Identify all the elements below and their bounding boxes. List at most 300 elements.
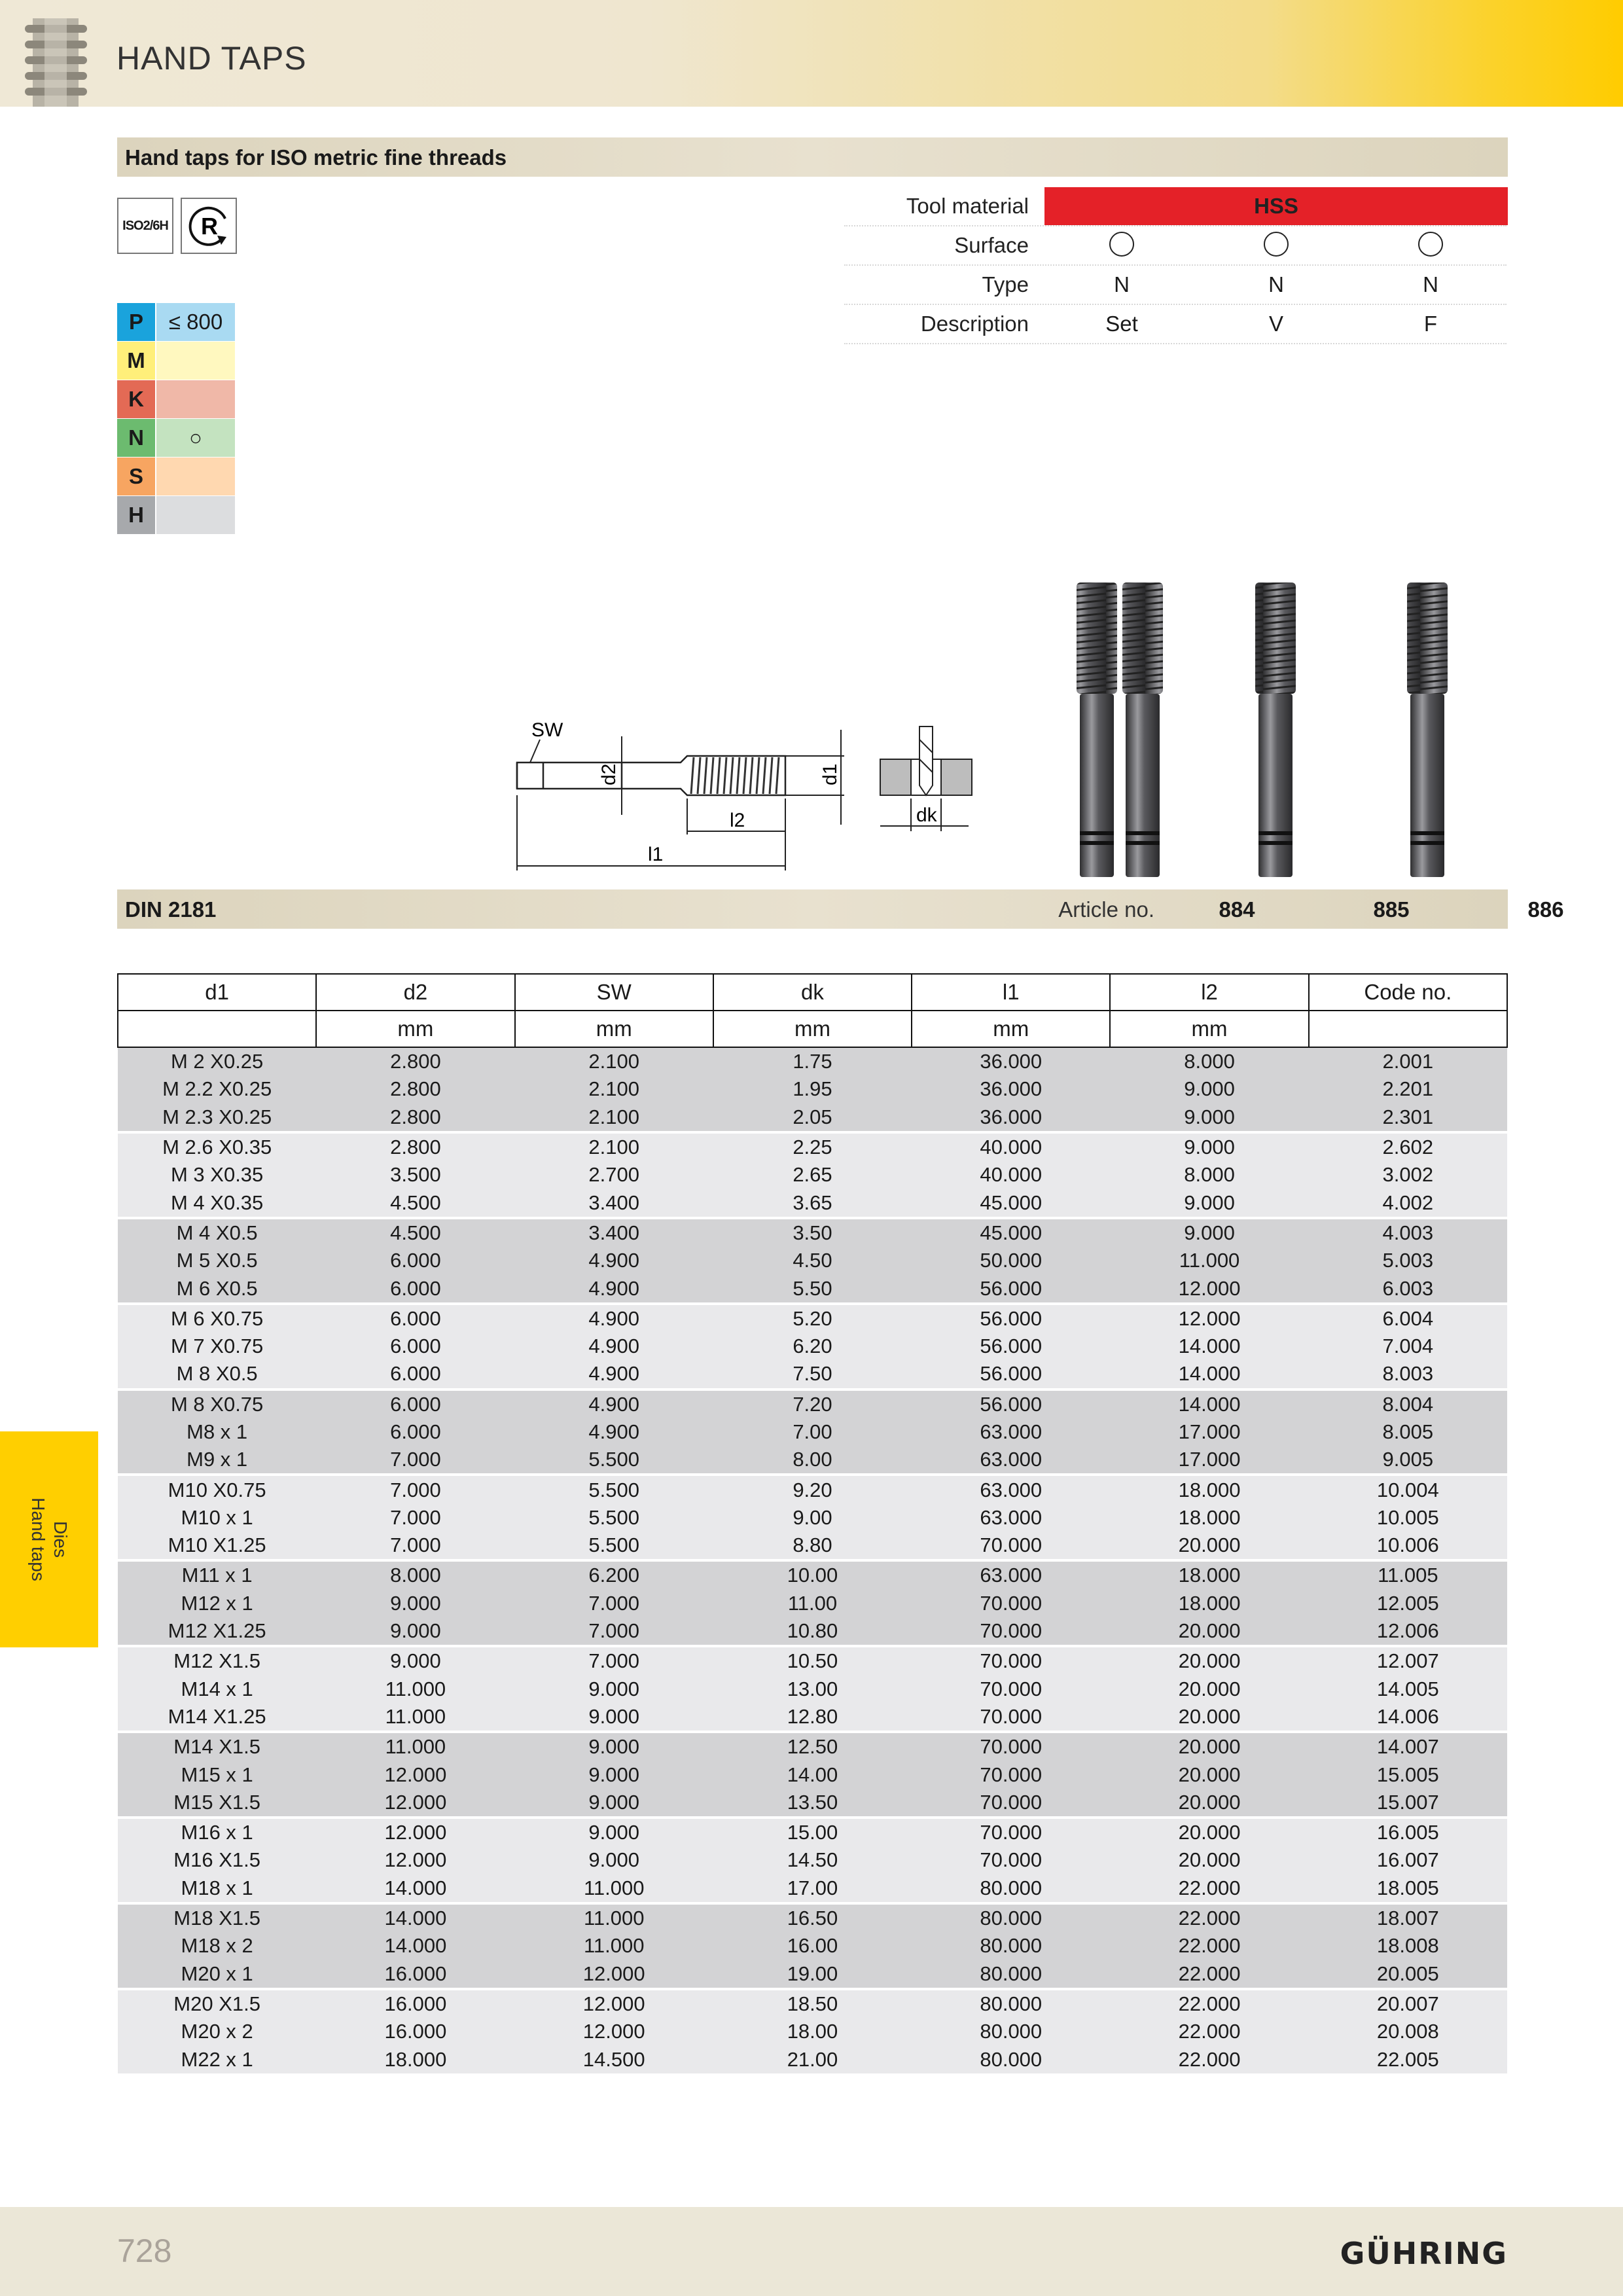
table-cell: 3.50 (713, 1218, 912, 1247)
table-cell: 18.005 (1309, 1874, 1507, 1903)
table-cell: 7.000 (515, 1646, 713, 1675)
table-cell: 22.000 (1110, 1960, 1308, 1989)
column-header: dk (713, 974, 912, 1011)
table-cell: 2.800 (316, 1047, 514, 1075)
column-header: SW (515, 974, 713, 1011)
table-row (118, 1590, 1507, 1617)
table-cell: M10 X0.75 (118, 1475, 316, 1503)
material-value (156, 342, 235, 380)
table-row (118, 1247, 1507, 1274)
table-cell: M 2.2 X0.25 (118, 1075, 316, 1103)
table-cell: 6.200 (515, 1560, 713, 1589)
table-cell: 3.400 (515, 1218, 713, 1247)
hand-tap-photos (1067, 579, 1512, 880)
table-cell: 22.005 (1309, 2045, 1507, 2073)
material-row (117, 303, 235, 341)
table-cell: 9.005 (1309, 1446, 1507, 1475)
page-number: 728 (117, 2233, 172, 2269)
table-cell: 4.003 (1309, 1218, 1507, 1247)
table-cell: 56.000 (912, 1304, 1110, 1333)
table-cell: M 5 X0.5 (118, 1247, 316, 1274)
table-cell: 18.50 (713, 1989, 912, 2018)
table-cell: 18.007 (1309, 1903, 1507, 1932)
article-label: Article no. (1058, 897, 1154, 922)
table-cell: M 3 X0.35 (118, 1161, 316, 1189)
table-row (118, 1047, 1507, 1075)
table-cell: 5.003 (1309, 1247, 1507, 1274)
table-body (118, 1047, 1507, 2073)
table-row (118, 1390, 1507, 1418)
table-cell: 21.00 (713, 2045, 912, 2073)
material-key: N (117, 419, 155, 457)
table-cell: 70.000 (912, 1789, 1110, 1818)
table-cell: 5.500 (515, 1475, 713, 1503)
table-cell: 36.000 (912, 1047, 1110, 1075)
table-cell: 6.20 (713, 1333, 912, 1360)
table-cell: 8.005 (1309, 1418, 1507, 1446)
table-cell: 9.000 (515, 1761, 713, 1788)
table-cell: M 7 X0.75 (118, 1333, 316, 1360)
table-cell: 4.500 (316, 1189, 514, 1217)
spec-label: Surface (954, 233, 1029, 257)
unit-header: mm (316, 1011, 514, 1047)
table-cell: M12 X1.25 (118, 1617, 316, 1646)
spec-label: Description (920, 312, 1029, 336)
table-cell: 12.000 (515, 2018, 713, 2045)
table-cell: 70.000 (912, 1703, 1110, 1732)
table-cell: 4.500 (316, 1218, 514, 1247)
table-cell: 14.000 (1110, 1390, 1308, 1418)
table-cell: M18 X1.5 (118, 1903, 316, 1932)
table-cell: 2.602 (1309, 1132, 1507, 1161)
material-key: K (117, 380, 155, 418)
table-cell: 4.002 (1309, 1189, 1507, 1217)
table-cell: 12.000 (515, 1989, 713, 2018)
table-cell: 16.50 (713, 1903, 912, 1932)
table-cell: M 8 X0.5 (118, 1360, 316, 1389)
table-cell: 7.20 (713, 1390, 912, 1418)
table-cell: 14.000 (316, 1903, 514, 1932)
table-cell: M12 X1.5 (118, 1646, 316, 1675)
table-row (118, 1103, 1507, 1132)
table-cell: 10.004 (1309, 1475, 1507, 1503)
table-cell: 3.65 (713, 1189, 912, 1217)
table-cell: 63.000 (912, 1418, 1110, 1446)
table-cell: 14.000 (1110, 1333, 1308, 1360)
table-cell: M 6 X0.75 (118, 1304, 316, 1333)
table-cell: 16.00 (713, 1932, 912, 1960)
table-row (118, 1646, 1507, 1675)
table-cell: M 4 X0.35 (118, 1189, 316, 1217)
table-cell: 12.50 (713, 1732, 912, 1761)
d2-label: d2 (598, 763, 620, 785)
table-cell: 4.900 (515, 1418, 713, 1446)
table-row (118, 1475, 1507, 1503)
table-cell: 56.000 (912, 1360, 1110, 1389)
unit-header: mm (912, 1011, 1110, 1047)
table-cell: M11 x 1 (118, 1560, 316, 1589)
table-cell: 2.201 (1309, 1075, 1507, 1103)
table-cell: 2.100 (515, 1103, 713, 1132)
table-cell: 4.900 (515, 1390, 713, 1418)
table-cell: 12.000 (316, 1789, 514, 1818)
table-cell: 4.900 (515, 1247, 713, 1274)
table-cell: 63.000 (912, 1475, 1110, 1503)
surface-bright-icon (1264, 232, 1289, 257)
table-cell: 9.000 (1110, 1103, 1308, 1132)
table-row (118, 2018, 1507, 2045)
table-cell: 13.50 (713, 1789, 912, 1818)
table-cell: M14 X1.5 (118, 1732, 316, 1761)
table-cell: 45.000 (912, 1189, 1110, 1217)
table-cell: 14.000 (316, 1932, 514, 1960)
table-cell: M10 x 1 (118, 1504, 316, 1532)
table-cell: 18.000 (1110, 1590, 1308, 1617)
surface-bright-icon (1418, 232, 1443, 257)
table-cell: 11.000 (1110, 1247, 1308, 1274)
table-cell: M8 x 1 (118, 1418, 316, 1446)
table-cell: 9.00 (713, 1504, 912, 1532)
table-row (118, 1789, 1507, 1818)
table-cell: 19.00 (713, 1960, 912, 1989)
material-key: P (117, 303, 155, 341)
table-cell: 15.005 (1309, 1761, 1507, 1788)
table-cell: 45.000 (912, 1218, 1110, 1247)
table-row (118, 1846, 1507, 1874)
spec-row-tool-material (844, 187, 1507, 226)
table-cell: M18 x 2 (118, 1932, 316, 1960)
table-cell: 8.00 (713, 1446, 912, 1475)
table-cell: 12.006 (1309, 1617, 1507, 1646)
table-cell: 11.000 (316, 1676, 514, 1703)
table-cell: 56.000 (912, 1274, 1110, 1303)
table-row (118, 1903, 1507, 1932)
table-cell: 15.007 (1309, 1789, 1507, 1818)
table-cell: 5.50 (713, 1274, 912, 1303)
table-cell: 2.800 (316, 1132, 514, 1161)
table-cell: M15 x 1 (118, 1761, 316, 1788)
table-cell: 10.006 (1309, 1532, 1507, 1560)
table-cell: 20.000 (1110, 1761, 1308, 1788)
din-title: DIN 2181 (125, 897, 217, 922)
material-value: ○ (156, 419, 235, 457)
table-cell: 20.000 (1110, 1789, 1308, 1818)
table-cell: 20.000 (1110, 1703, 1308, 1732)
table-row (118, 1761, 1507, 1788)
table-cell: 4.900 (515, 1360, 713, 1389)
table-cell: 70.000 (912, 1761, 1110, 1788)
table-cell: 11.00 (713, 1590, 912, 1617)
type-value: N (1268, 272, 1284, 296)
table-cell: M18 x 1 (118, 1874, 316, 1903)
din-bar (117, 889, 1564, 929)
table-cell: 9.000 (1110, 1218, 1308, 1247)
table-cell: 20.000 (1110, 1676, 1308, 1703)
table-cell: 7.50 (713, 1360, 912, 1389)
table-cell: 12.000 (515, 1960, 713, 1989)
table-cell: M 2 X0.25 (118, 1047, 316, 1075)
table-cell: 80.000 (912, 2018, 1110, 2045)
table-cell: 2.800 (316, 1075, 514, 1103)
table-cell: 5.500 (515, 1504, 713, 1532)
table-cell: M9 x 1 (118, 1446, 316, 1475)
material-value (156, 496, 235, 534)
table-cell: M16 X1.5 (118, 1846, 316, 1874)
table-cell: 56.000 (912, 1390, 1110, 1418)
section-bar (117, 137, 1508, 177)
surface-bright-icon (1109, 232, 1134, 257)
tool-material-value: HSS (1254, 194, 1298, 218)
table-cell: 17.000 (1110, 1418, 1308, 1446)
table-row (118, 1161, 1507, 1189)
table-cell: 18.008 (1309, 1932, 1507, 1960)
table-cell: 14.000 (316, 1874, 514, 1903)
table-row (118, 1418, 1507, 1446)
chapter-tab-line: Dies (50, 1520, 71, 1558)
table-cell: 80.000 (912, 1903, 1110, 1932)
table-cell: 12.000 (316, 1761, 514, 1788)
unit-header (118, 1011, 316, 1047)
table-cell: 3.002 (1309, 1161, 1507, 1189)
table-cell: 11.000 (515, 1932, 713, 1960)
table-cell: 6.004 (1309, 1304, 1507, 1333)
table-cell: 12.000 (316, 1846, 514, 1874)
table-cell: M12 x 1 (118, 1590, 316, 1617)
table-cell: 11.000 (316, 1703, 514, 1732)
table-row (118, 1333, 1507, 1360)
table-cell: 40.000 (912, 1132, 1110, 1161)
unit-header (1309, 1011, 1507, 1047)
table-cell: 20.000 (1110, 1646, 1308, 1675)
table-cell: 11.000 (316, 1732, 514, 1761)
table-cell: 22.000 (1110, 1903, 1308, 1932)
table-cell: 14.500 (515, 2045, 713, 2073)
table-cell: 4.50 (713, 1247, 912, 1274)
table-row (118, 1960, 1507, 1989)
table-cell: 5.500 (515, 1532, 713, 1560)
table-row (118, 1360, 1507, 1389)
material-key: H (117, 496, 155, 534)
table-cell: M22 x 1 (118, 2045, 316, 2073)
table-cell: 11.005 (1309, 1560, 1507, 1589)
thread-tap-icon (18, 18, 94, 107)
table-cell: 1.95 (713, 1075, 912, 1103)
table-cell: 63.000 (912, 1504, 1110, 1532)
material-row (117, 496, 235, 534)
material-value (156, 380, 235, 418)
chapter-tab[interactable] (0, 1431, 98, 1647)
table-cell: 12.005 (1309, 1590, 1507, 1617)
table-cell: 2.800 (316, 1103, 514, 1132)
table-cell: M 6 X0.5 (118, 1274, 316, 1303)
table-cell: 9.000 (1110, 1075, 1308, 1103)
table-row (118, 1732, 1507, 1761)
page-footer (0, 2207, 1623, 2296)
table-cell: 20.005 (1309, 1960, 1507, 1989)
table-cell: 3.400 (515, 1189, 713, 1217)
table-cell: 70.000 (912, 1532, 1110, 1560)
table-cell: 6.000 (316, 1304, 514, 1333)
type-value: N (1114, 272, 1130, 296)
table-cell: 9.000 (1110, 1132, 1308, 1161)
tap-photo-set (1077, 583, 1163, 877)
table-cell: 56.000 (912, 1333, 1110, 1360)
table-cell: 2.700 (515, 1161, 713, 1189)
material-row (117, 342, 235, 380)
spec-row-type (844, 266, 1507, 305)
table-row (118, 2045, 1507, 2073)
table-cell: M20 x 2 (118, 2018, 316, 2045)
table-cell: 6.000 (316, 1274, 514, 1303)
table-cell: 80.000 (912, 1989, 1110, 2018)
dimension-table (117, 973, 1508, 2073)
table-cell: 20.000 (1110, 1846, 1308, 1874)
table-row (118, 1560, 1507, 1589)
column-header: d2 (316, 974, 514, 1011)
table-cell: 9.000 (515, 1818, 713, 1846)
table-cell: 6.000 (316, 1418, 514, 1446)
table-cell: 70.000 (912, 1590, 1110, 1617)
table-cell: 70.000 (912, 1676, 1110, 1703)
material-row (117, 457, 235, 495)
table-cell: 2.301 (1309, 1103, 1507, 1132)
unit-header: mm (1110, 1011, 1308, 1047)
type-value: N (1423, 272, 1438, 296)
table-cell: 70.000 (912, 1846, 1110, 1874)
table-cell: 4.900 (515, 1274, 713, 1303)
table-cell: 16.000 (316, 1960, 514, 1989)
table-cell: 70.000 (912, 1818, 1110, 1846)
table-cell: 22.000 (1110, 1989, 1308, 2018)
table-cell: 11.000 (515, 1874, 713, 1903)
table-cell: 14.007 (1309, 1732, 1507, 1761)
table-cell: M 8 X0.75 (118, 1390, 316, 1418)
table-cell: 63.000 (912, 1446, 1110, 1475)
table-cell: 8.003 (1309, 1360, 1507, 1389)
table-cell: 70.000 (912, 1646, 1110, 1675)
table-cell: 8.000 (1110, 1047, 1308, 1075)
table-cell: 1.75 (713, 1047, 912, 1075)
tap-photo-f (1407, 583, 1448, 877)
table-cell: 9.000 (316, 1646, 514, 1675)
table-cell: M15 X1.5 (118, 1789, 316, 1818)
table-cell: 16.005 (1309, 1818, 1507, 1846)
table-cell: 80.000 (912, 2045, 1110, 2073)
table-cell: 20.000 (1110, 1732, 1308, 1761)
table-cell: 14.50 (713, 1846, 912, 1874)
table-cell: 12.000 (1110, 1274, 1308, 1303)
table-cell: 11.000 (515, 1903, 713, 1932)
table-cell: 20.000 (1110, 1532, 1308, 1560)
table-cell: 12.000 (316, 1818, 514, 1846)
spec-row-description (844, 305, 1507, 344)
table-row (118, 1532, 1507, 1560)
table-cell: 2.100 (515, 1132, 713, 1161)
table-cell: 18.000 (316, 2045, 514, 2073)
table-cell: 9.20 (713, 1475, 912, 1503)
table-cell: 7.000 (316, 1475, 514, 1503)
table-cell: 16.000 (316, 1989, 514, 2018)
table-cell: 22.000 (1110, 1874, 1308, 1903)
table-cell: 2.65 (713, 1161, 912, 1189)
brand-logo: GÜHRING (1340, 2236, 1508, 2271)
table-cell: 8.004 (1309, 1390, 1507, 1418)
table-cell: 5.500 (515, 1446, 713, 1475)
table-cell: 20.000 (1110, 1818, 1308, 1846)
table-cell: 6.000 (316, 1247, 514, 1274)
table-cell: 16.000 (316, 2018, 514, 2045)
tap-photo-v (1255, 583, 1296, 877)
spec-label: Tool material (906, 194, 1029, 218)
table-cell: M16 x 1 (118, 1818, 316, 1846)
dk-label: dk (916, 804, 937, 826)
table-row (118, 1676, 1507, 1703)
table-cell: 6.003 (1309, 1274, 1507, 1303)
table-cell: 20.007 (1309, 1989, 1507, 2018)
material-value (156, 457, 235, 495)
table-row (118, 1932, 1507, 1960)
table-cell: 17.00 (713, 1874, 912, 1903)
material-row (117, 380, 235, 418)
chapter-tab-line: Hand taps (28, 1498, 48, 1581)
table-row (118, 1446, 1507, 1475)
table-row (118, 1874, 1507, 1903)
table-row (118, 1274, 1507, 1303)
table-cell: 7.00 (713, 1418, 912, 1446)
table-cell: 2.25 (713, 1132, 912, 1161)
page-header (0, 0, 1623, 107)
d1-label: d1 (819, 763, 841, 785)
table-row (118, 1218, 1507, 1247)
table-cell: 10.005 (1309, 1504, 1507, 1532)
table-cell: 18.000 (1110, 1560, 1308, 1589)
table-row (118, 1132, 1507, 1161)
table-row (118, 1617, 1507, 1646)
table-cell: 22.000 (1110, 2045, 1308, 2073)
table-cell: M10 X1.25 (118, 1532, 316, 1560)
table-cell: 7.000 (515, 1590, 713, 1617)
material-key: M (117, 342, 155, 380)
table-cell: 50.000 (912, 1247, 1110, 1274)
table-cell: 10.80 (713, 1617, 912, 1646)
column-header: Code no. (1309, 974, 1507, 1011)
description-value: Set (1105, 312, 1138, 336)
table-cell: 17.000 (1110, 1446, 1308, 1475)
table-cell: 80.000 (912, 1874, 1110, 1903)
table-cell: 70.000 (912, 1732, 1110, 1761)
table-cell: 4.900 (515, 1304, 713, 1333)
spec-label: Type (982, 272, 1029, 296)
table-cell: M20 X1.5 (118, 1989, 316, 2018)
page-title: HAND TAPS (116, 40, 307, 77)
table-cell: 13.00 (713, 1676, 912, 1703)
table-cell: 9.000 (515, 1703, 713, 1732)
table-cell: 18.000 (1110, 1475, 1308, 1503)
table-unit-row (118, 1011, 1507, 1047)
material-value: ≤ 800 (156, 303, 235, 341)
table-cell: 9.000 (316, 1590, 514, 1617)
column-header: l1 (912, 974, 1110, 1011)
table-cell: 10.50 (713, 1646, 912, 1675)
table-cell: 70.000 (912, 1617, 1110, 1646)
table-cell: 40.000 (912, 1161, 1110, 1189)
article-no: 886 (1527, 897, 1564, 922)
table-cell: M 2.3 X0.25 (118, 1103, 316, 1132)
table-cell: 14.006 (1309, 1703, 1507, 1732)
table-cell: 14.005 (1309, 1676, 1507, 1703)
article-no: 884 (1219, 897, 1255, 922)
table-row (118, 1989, 1507, 2018)
